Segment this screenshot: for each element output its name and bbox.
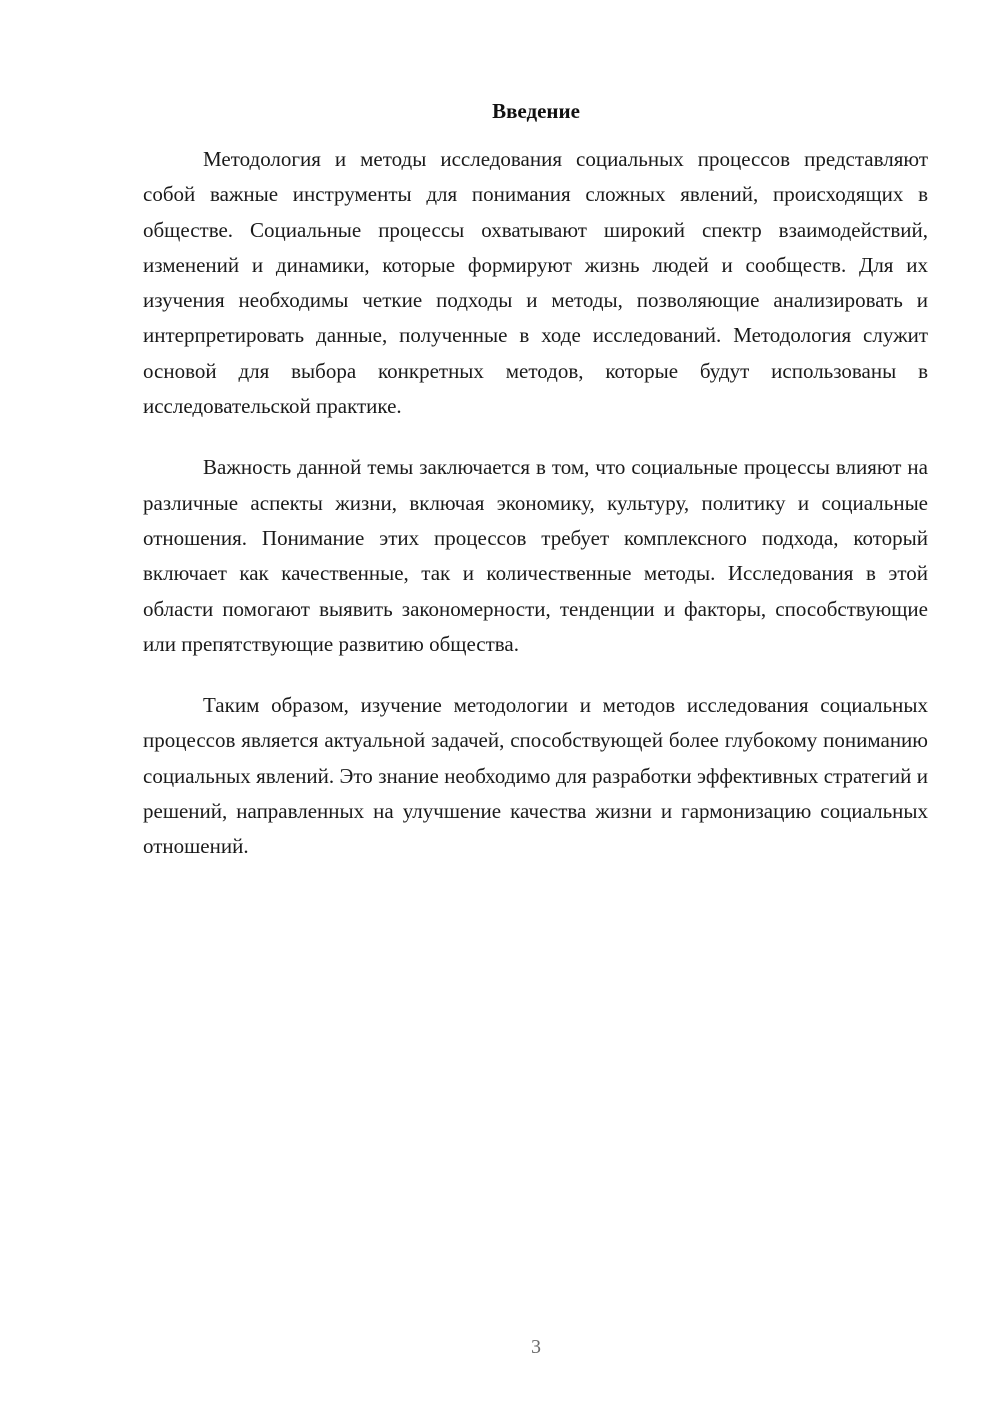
paragraph-conclusion: Таким образом, изучение методологии и методов исследования социальных процессов является актуальной задачей, способствующей более глубокому пониманию социальных явлений. Это знание необходимо для разработки эффективных стратегий и решений, направленных на улучшение качества жизни и гармонизацию социальных отношений. xyxy=(143,693,928,859)
paragraph-methodology: Методология и методы исследования социальных процессов представляют собой важные инструменты для понимания сложных явлений, происходящих в обществе. Социальные процессы охватывают широкий спектр взаимодействий, изменений и динамики, которые формируют жизнь людей и сообществ. Для их изучения необходимы четкие подходы и методы, позволяющие анализировать и интерпретировать данные, полученные в ходе исследований. Методология служит основой для выбора конкретных методов, которые будут использованы в исследовательской практике. xyxy=(143,147,928,419)
section-heading: Введение xyxy=(492,99,580,123)
body-text xyxy=(143,142,928,865)
paragraph-importance: Важность данной темы заключается в том, что социальные процессы влияют на различные аспекты жизни, включая экономику, культуру, политику и социальные отношения. Понимание этих процессов требует комплексного подхода, который включает как качественные, так и количественные методы. Исследования в этой области помогают выявить закономерности, тенденции и факторы, способствующие или препятствующие развитию общества. xyxy=(143,455,928,656)
page-number: 3 xyxy=(531,1336,541,1358)
